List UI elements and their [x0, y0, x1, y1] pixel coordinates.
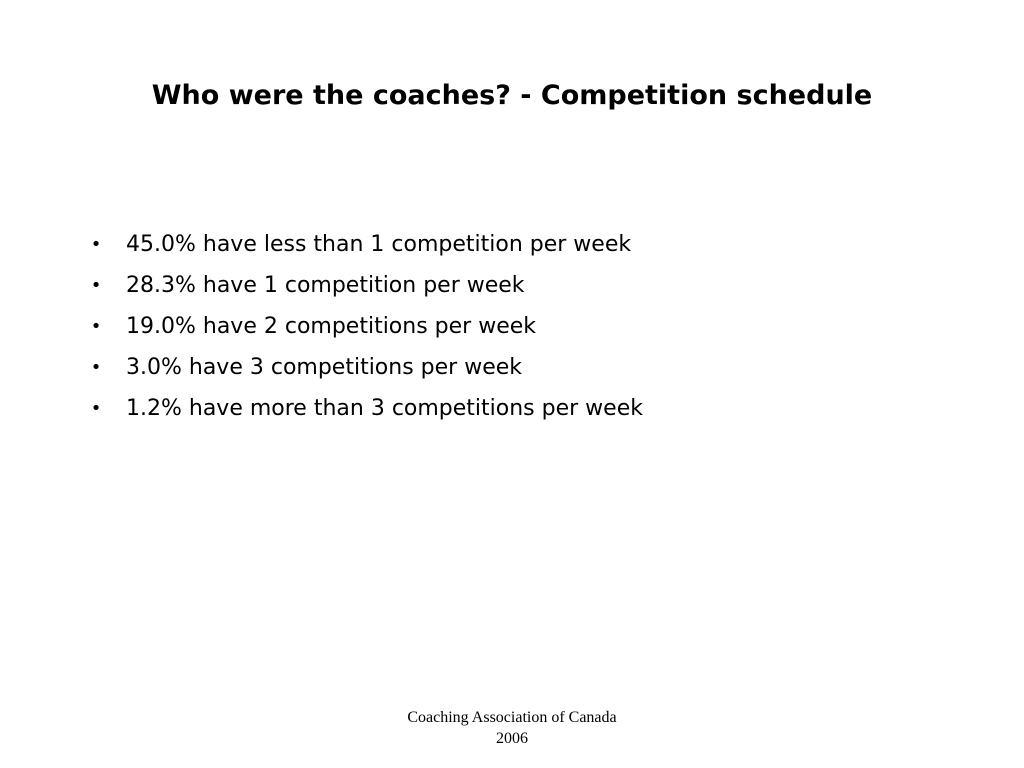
list-item-text: 45.0% have less than 1 competition per week: [126, 232, 632, 257]
list-item: [88, 389, 968, 430]
footer-year: 2006: [496, 730, 528, 747]
list-item-text: 28.3% have 1 competition per week: [126, 273, 525, 298]
bullet-list: [88, 225, 968, 430]
footer-organization: Coaching Association of Canada: [407, 709, 617, 726]
bullet-icon: •: [90, 234, 102, 255]
slide-title: Who were the coaches? - Competition schedule: [151, 80, 873, 111]
list-item-text: 1.2% have more than 3 competitions per week: [126, 396, 643, 421]
list-item-text: 19.0% have 2 competitions per week: [126, 314, 537, 339]
list-item: [88, 307, 968, 348]
bullet-icon: •: [90, 275, 102, 296]
bullet-icon: •: [90, 316, 102, 337]
bullet-icon: •: [90, 357, 102, 378]
slide-footer: [362, 707, 662, 749]
list-item: [88, 348, 968, 389]
bullet-icon: •: [90, 398, 102, 419]
list-item: [88, 225, 968, 266]
list-item: [88, 266, 968, 307]
list-item-text: 3.0% have 3 competitions per week: [126, 355, 523, 380]
